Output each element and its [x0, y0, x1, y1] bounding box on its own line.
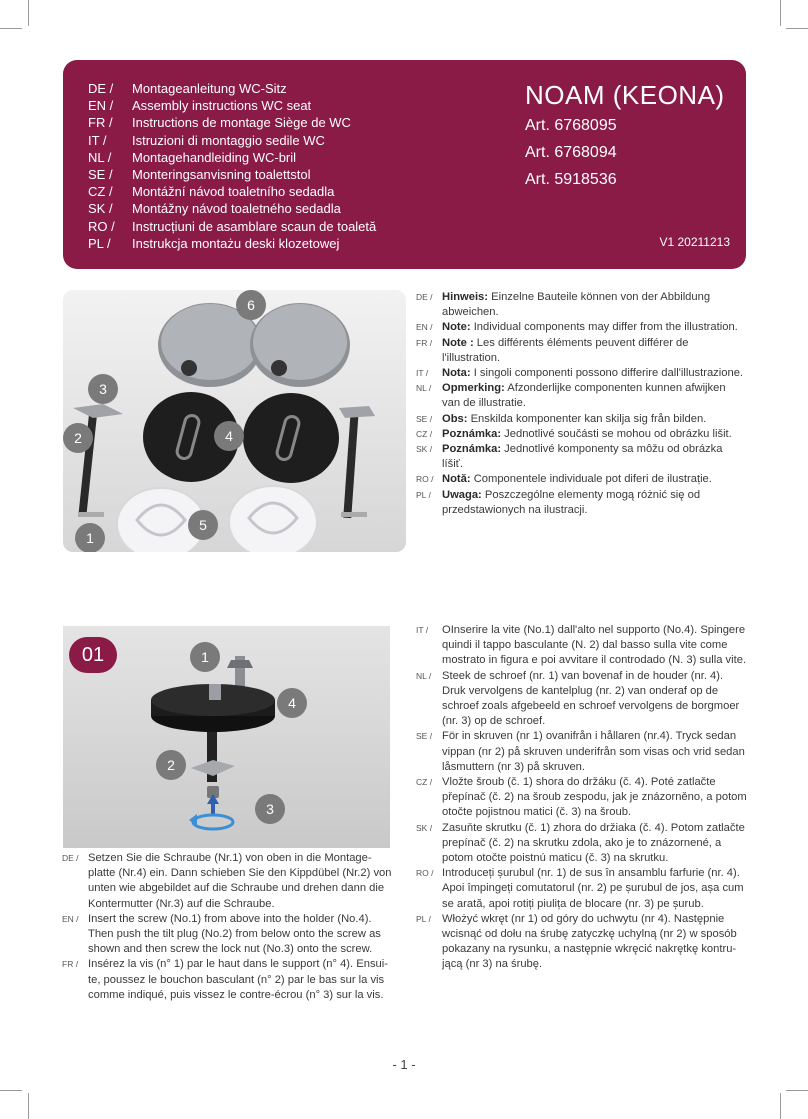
product-info — [525, 78, 730, 193]
article-number: Art. 5918536 — [525, 171, 617, 188]
step-1-photo — [63, 626, 390, 848]
note-entry: NL / Opmerking: Afzonderlijke componenten kunnen afwijken van de illustratie. — [416, 382, 726, 410]
instruction-entry: CZ / Vložte šroub (č. 1) shora do držáku (č. 4). Poté zatlačte přepínač (č. 2) na šroub zespodu, jak je znázorněno, a potom otočte pojistnou matici (č. 3) na šroub. — [416, 776, 747, 819]
instruction-entry: NL / Steek de schroef (nr. 1) van bovenaf in de houder (nr. 4). Druk vervolgens de kantelplug (nr. 2) van onderaf op de schroef zoals afgebeeld en schroef vervolgens de borgmoer (nr. 3) op de schroef. — [416, 669, 740, 728]
article-number: Art. 6768094 — [525, 144, 617, 161]
note-entry: SK / Poznámka: Jednotlivé komponenty sa môžu od obrázka líšiť. — [416, 443, 723, 471]
version-label: V1 20211213 — [659, 235, 730, 249]
mounting-plate-part — [243, 393, 339, 483]
note-entry: RO / Notă: Componentele individuale pot diferi de ilustrație. — [416, 473, 712, 486]
note-entry: CZ / Poznámka: Jednotlivé součásti se mohou od obrázku lišit. — [416, 427, 732, 440]
language-title: SE / Monteringsanvisning toalettstol — [88, 167, 311, 183]
language-title: SK / Montážny návod toaletného sedadla — [88, 201, 341, 217]
instruction-entry: EN / Insert the screw (No.1) from above into the holder (No.4). Then push the tilt plug (No.2) from below onto the screw as shown and then screw the lock nut (No.3) onto the screw. — [62, 912, 381, 956]
part-number-badge: 3 — [255, 794, 285, 824]
language-title: NL / Montagehandleiding WC-bril — [88, 149, 297, 165]
part-number-badge: 4 — [214, 421, 244, 451]
header-banner — [63, 60, 746, 269]
step-1-instructions-left — [62, 851, 392, 1003]
step-1-instructions-right — [416, 623, 748, 973]
language-title: IT / Istruzioni di montaggio sedile WC — [88, 132, 325, 148]
language-title: EN / Assembly instructions WC seat — [88, 98, 312, 114]
language-title-list — [88, 80, 376, 252]
crop-mark — [780, 0, 781, 26]
note-entry: DE / Hinweis: Einzelne Bauteile können von der Abbildung abweichen. — [416, 291, 711, 319]
note-entry: FR / Note : Les différents éléments peuvent différer de l'illustration. — [416, 336, 689, 364]
instruction-entry: FR / Insérez la vis (n° 1) par le haut dans le support (n° 4). Ensuite, poussez le bouchon basculant (n° 2) par le bas sur la vis comme indiqué, puis vissez le contre-écrou (n° 3) sur la vis. — [62, 958, 388, 1001]
crop-mark — [0, 28, 22, 29]
crop-mark — [0, 1090, 22, 1091]
crop-mark — [786, 28, 808, 29]
part-number-badge: 6 — [236, 290, 266, 320]
note-entry: IT / Nota: I singoli componenti possono differire dall'illustrazione. — [416, 367, 744, 380]
crop-mark — [786, 1090, 808, 1091]
instruction-entry: DE / Setzen Sie die Schraube (Nr.1) von oben in die Montageplatte (Nr.4) ein. Dann schieben Sie den Kippdübel (Nr.2) von unten wie abgebildet auf die Schraube und drehen dann die Kontermutter (Nr.3) auf die Schraube. — [62, 852, 392, 910]
part-number-badge: 2 — [156, 750, 186, 780]
parts-photo — [63, 290, 406, 552]
note-entry: SE / Obs: Enskilda komponenter kan skilja sig från bilden. — [416, 412, 707, 425]
rotate-icon — [193, 815, 233, 829]
instruction-entry: RO / Introduceți șurubul (nr. 1) de sus în ansamblu farfurie (nr. 4). Apoi împingeți comutatorul (nr. 2) pe șurubul de jos, așa cum se arată, apoi rotiți piulița de blocare (nr. 3) pe șurub. — [416, 867, 744, 910]
page-number: - 1 - — [392, 1057, 416, 1072]
part-number-badge: 3 — [88, 374, 118, 404]
step-number-badge: 01 — [69, 637, 117, 673]
crop-mark — [28, 0, 29, 26]
part-number-badge: 1 — [190, 642, 220, 672]
note-entry: PL / Uwaga: Poszczególne elementy mogą różnić się od przedstawionych na ilustracji. — [416, 488, 701, 516]
language-title: FR / Instructions de montage Siège de WC — [88, 115, 351, 131]
part-number-badge: 1 — [75, 523, 105, 552]
notes-block — [416, 290, 746, 518]
note-entry: EN / Note: Individual components may differ from the illustration. — [416, 321, 738, 334]
instruction-entry: SK / Zasuňte skrutku (č. 1) zhora do držiaka (č. 4). Potom zatlačte prepínač (č. 2) na skrutku zdola, ako je to znázornené, a potom otočte poistnú maticu (č. 3) na skrutku. — [416, 821, 745, 865]
language-title: PL / Instrukcja montażu deski klozetowej — [88, 235, 340, 251]
part-number-badge: 5 — [188, 510, 218, 540]
parts-illustration — [63, 290, 406, 552]
language-title: CZ / Montážní návod toaletního sedadla — [88, 184, 335, 200]
language-title: DE / Montageanleitung WC-Sitz — [88, 81, 287, 97]
crop-mark — [28, 1093, 29, 1119]
language-title: RO / Instrucțiuni de asamblare scaun de toaletă — [88, 218, 377, 234]
screw-part — [343, 410, 359, 518]
article-number: Art. 6768095 — [525, 117, 617, 134]
crop-mark — [780, 1093, 781, 1119]
instruction-entry: SE / För in skruven (nr 1) ovanifrån i hållaren (nr.4). Tryck sedan vippan (nr 2) på skruven underifrån som visas och vrid sedan låsmuttern (nr 3) på skruven. — [416, 730, 745, 773]
instruction-entry: IT / OInserire la vite (No.1) dall'alto nel supporto (No.4). Spingere quindi il tappo basculante (N. 2) dal basso sulla vite come mostrato in figura e poi avvitare il controdado (N. 3) sulla vite. — [416, 624, 747, 667]
instruction-entry: PL / Włożyć wkręt (nr 1) od góry do uchwytu (nr 4). Następnie wcisnąć od dołu na śrubę zatyczkę uchylną (nr 2) w sposób pokazany na rysunku, a następnie wkręcić nakrętkę kontrującą (nr 3) na śrubę. — [416, 912, 737, 971]
product-title: NOAM (KEONA) — [525, 80, 725, 110]
part-number-badge: 4 — [277, 688, 307, 718]
part-number-badge: 2 — [63, 423, 93, 453]
spacer-part — [229, 486, 317, 552]
